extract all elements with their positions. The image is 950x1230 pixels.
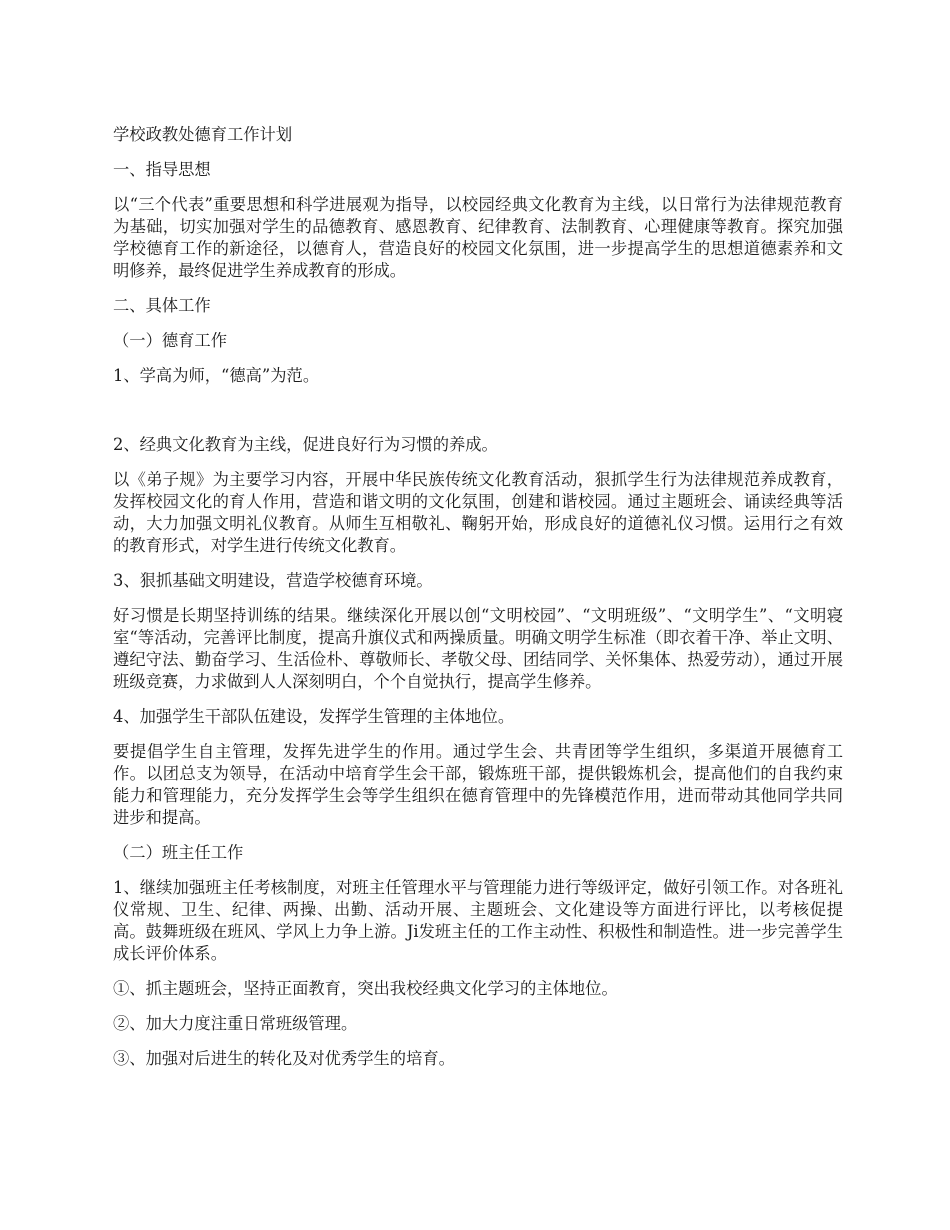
paragraph-guiding-ideology: 以“三个代表”重要思想和科学进展观为指导，以校园经典文化教育为主线，以日常行为法律规范教育为基础，切实加强对学生的品德教育、感恩教育、纪律教育、法制教育、心理健康等教育。探究加强学校德育工作的新途径，以德育人，营造良好的校园文化氛围，进一步提高学生的思想道德素养和文明修养，最终促进学生养成教育的形成。 [113,195,843,280]
document-title: 学校政教处德育工作计划 [113,125,293,144]
blank-spacer [113,400,843,434]
item-heading-3: 3、狠抓基础文明建设，营造学校德育环境。 [113,571,433,590]
section-heading-guiding-ideology: 一、指导思想 [113,160,211,179]
subsection-heading-moral-education: （一）德育工作 [113,331,227,350]
section-heading-specific-work: 二、具体工作 [113,296,211,315]
item-heading-4: 4、加强学生干部队伍建设，发挥学生管理的主体地位。 [113,707,515,726]
list-item-circled-3: ③、加强对后进生的转化及对优秀学生的培育。 [113,1049,455,1068]
paragraph-item-4: 要提倡学生自主管理，发挥先进学生的作用。通过学生会、共青团等学生组织，多渠道开展德育工作。以团总支为领导，在活动中培育学生会干部，锻炼班干部，提供锻炼机会，提高他们的自我约束能力和管理能力，充分发挥学生会等学生组织在德育管理中的先锋模范作用，进而带动其他同学共同进步和提高。 [113,742,843,827]
item-heading-2: 2、经典文化教育为主线，促进良好行为习惯的养成。 [113,435,498,454]
subsection-heading-class-teacher: （二）班主任工作 [113,843,244,862]
paragraph-item-3: 好习惯是长期坚持训练的结果。继续深化开展以创“文明校园”、“文明班级”、“文明学生”、“文明寝室“等活动，完善评比制度，提高升旗仪式和两操质量。明确文明学生标准（即衣着干净、举止文明、遵纪守法、勤奋学习、生活俭朴、尊敬师长、孝敬父母、团结同学、关怀集体、热爱劳动），通过开展班级竞赛，力求做到人人深刻明白，个个自觉执行，提高学生修养。 [113,606,843,691]
list-item-circled-1: ①、抓主题班会，坚持正面教育，突出我校经典文化学习的主体地位。 [113,979,618,998]
document-body [113,124,843,1083]
item-heading-1: 1、学高为师，“德高”为范。 [113,366,320,385]
list-item-circled-2: ②、加大力度注重日常班级管理。 [113,1014,358,1033]
paragraph-item-2: 以《弟子规》为主要学习内容，开展中华民族传统文化教育活动，狠抓学生行为法律规范养成教育，发挥校园文化的育人作用，营造和谐文明的文化氛围，创建和谐校园。通过主题班会、诵读经典等活动，大力加强文明礼仪教育。从师生互相敬礼、鞠躬开始，形成良好的道德礼仪习惯。运用行之有效的教育形式，对学生进行传统文化教育。 [113,470,843,555]
paragraph-class-teacher-1: 1、继续加强班主任考核制度，对班主任管理水平与管理能力进行等级评定，做好引领工作。对各班礼仪常规、卫生、纪律、两操、出勤、活动开展、主题班会、文化建设等方面进行评比，以考核促提高。鼓舞班级在班风、学风上力争上游。Ji发班主任的工作主动性、积极性和制造性。进一步完善学生成长评价体系。 [113,878,843,963]
